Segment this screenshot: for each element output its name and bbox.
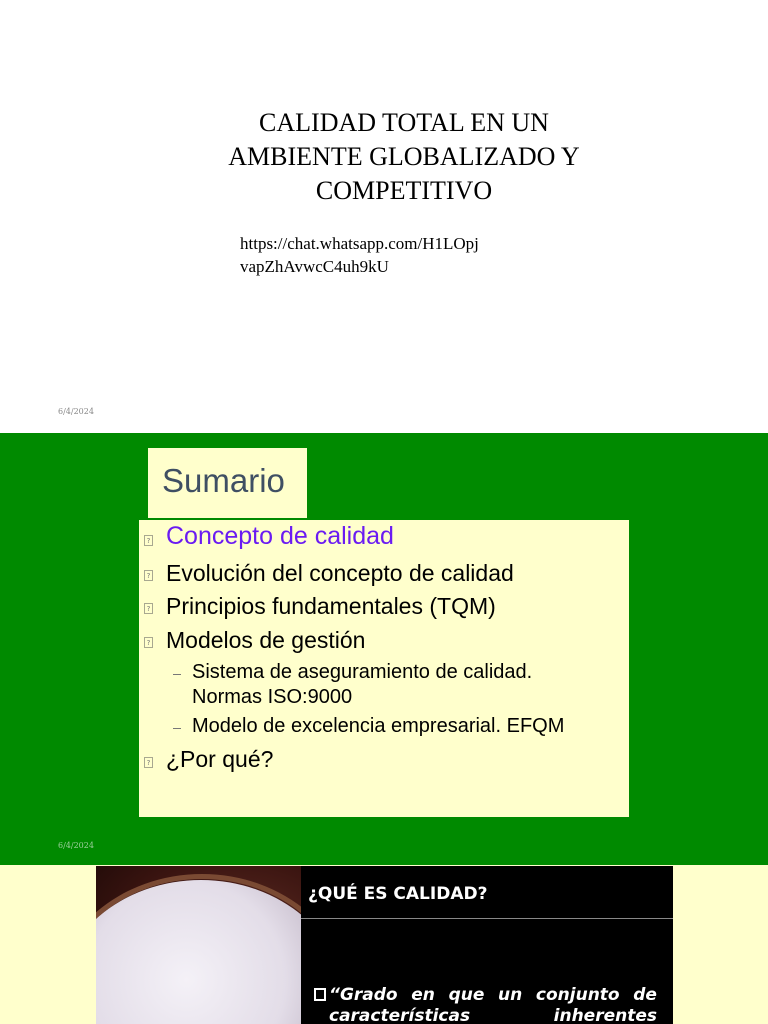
slide-1 xyxy=(0,0,768,433)
ball-rim xyxy=(96,874,301,1024)
definition-word: características xyxy=(329,1006,471,1024)
bullet-icon: ? xyxy=(144,603,153,614)
sub-item-line: Normas ISO:9000 xyxy=(192,686,353,708)
slide-title xyxy=(150,106,658,208)
crystal-ball-photo xyxy=(96,866,301,1024)
list-item: Concepto de calidad xyxy=(166,522,394,550)
sumario-list xyxy=(139,520,629,817)
definition-line xyxy=(314,985,657,1006)
list-item: Evolución del concepto de calidad xyxy=(166,560,514,586)
link-line: vapZhAvwcC4uh9kU xyxy=(240,257,389,276)
divider xyxy=(301,918,673,919)
title-line: CALIDAD TOTAL EN UN xyxy=(259,108,549,137)
slide-date: 6/4/2024 xyxy=(58,407,94,416)
slide-3-heading: ¿QUÉ ES CALIDAD? xyxy=(308,884,488,904)
bullet-icon: ? xyxy=(144,570,153,581)
sub-item-line: Sistema de aseguramiento de calidad. xyxy=(192,661,533,683)
slide-2 xyxy=(0,433,768,865)
whatsapp-link[interactable] xyxy=(240,232,479,278)
definition-word: un xyxy=(498,985,523,1005)
definition-word: de xyxy=(633,985,657,1005)
sumario-heading-box xyxy=(148,448,307,518)
slide-3 xyxy=(0,865,768,1024)
title-line: COMPETITIVO xyxy=(315,176,493,205)
list-item: Principios fundamentales (TQM) xyxy=(166,593,496,619)
link-line: https://chat.whatsapp.com/H1LOpj xyxy=(240,234,479,253)
bullet-icon: ? xyxy=(144,637,153,648)
definition-word-group xyxy=(314,985,398,1006)
definition-word: conjunto xyxy=(535,985,620,1005)
checkbox-bullet-icon xyxy=(314,988,326,1001)
bullet-icon: ? xyxy=(144,535,153,546)
title-line: AMBIENTE GLOBALIZADO Y xyxy=(228,142,580,171)
definition-line xyxy=(314,1006,657,1024)
slide-3-panel xyxy=(96,866,673,1024)
definition-word: que xyxy=(448,985,485,1005)
sumario-heading: Sumario xyxy=(162,462,285,499)
definition-word: inherentes xyxy=(553,1006,657,1024)
definition-word: “Grado xyxy=(329,985,398,1005)
slide-date: 6/4/2024 xyxy=(58,841,94,850)
dash-icon xyxy=(173,674,181,675)
definition-text xyxy=(314,985,657,1024)
sub-item-line: Modelo de excelencia empresarial. EFQM xyxy=(192,715,565,737)
bullet-icon: ? xyxy=(144,757,153,768)
definition-word: en xyxy=(411,985,435,1005)
list-item: ¿Por qué? xyxy=(166,746,274,772)
dash-icon xyxy=(173,728,181,729)
list-item: Modelos de gestión xyxy=(166,627,366,653)
